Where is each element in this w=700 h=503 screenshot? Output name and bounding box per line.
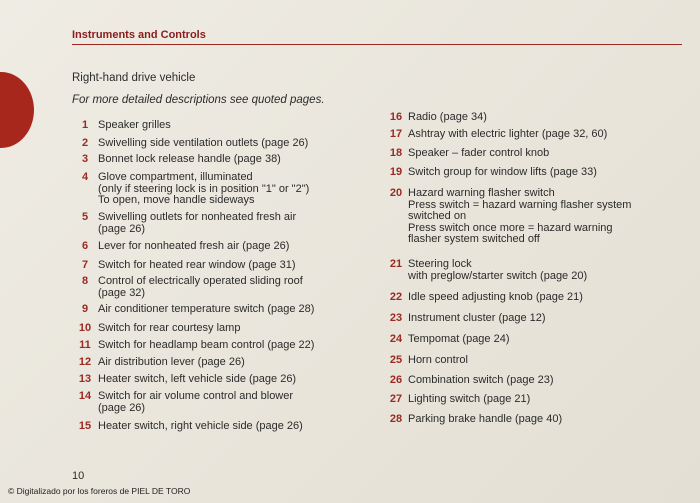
legend-item-text: Horn control xyxy=(408,354,468,366)
legend-item-text: Instrument cluster (page 12) xyxy=(408,312,546,324)
scan-credit: © Digitalizado por los foreros de PIEL DE TORO xyxy=(8,486,191,496)
section-title: Instruments and Controls xyxy=(72,29,206,41)
legend-item-number: 4 xyxy=(81,171,89,183)
legend-item-11 xyxy=(72,340,314,352)
legend-item-text: Radio (page 34) xyxy=(408,111,487,123)
legend-item-text: Tempomat (page 24) xyxy=(408,333,510,345)
legend-item-text: Speaker – fader control knob xyxy=(408,147,550,159)
legend-item-18 xyxy=(384,148,549,160)
legend-item-number: 10 xyxy=(78,322,92,334)
intro-heading: Right-hand drive vehicle xyxy=(72,72,196,84)
legend-item-5 xyxy=(72,212,296,235)
legend-item-text: Speaker grilles xyxy=(98,119,171,131)
legend-item-number: 7 xyxy=(81,259,89,271)
legend-item-number: 24 xyxy=(389,333,403,345)
legend-item-7 xyxy=(72,260,296,272)
legend-item-number: 3 xyxy=(81,153,89,165)
legend-item-number: 13 xyxy=(78,373,92,385)
legend-item-15 xyxy=(72,421,303,433)
legend-item-number: 18 xyxy=(389,147,403,159)
legend-item-text: Switch for headlamp beam control (page 22) xyxy=(98,339,315,351)
legend-item-text: Ashtray with electric lighter (page 32, 60) xyxy=(408,128,608,140)
legend-item-number: 12 xyxy=(78,356,92,368)
legend-item-text: Parking brake handle (page 40) xyxy=(408,413,563,425)
legend-item-28 xyxy=(384,414,562,426)
legend-item-text: Steering lock with preglow/starter switch (page 20) xyxy=(408,258,588,282)
legend-item-19 xyxy=(384,167,597,179)
legend-item-8 xyxy=(72,276,303,299)
section-tab-marker xyxy=(0,72,34,148)
legend-item-number: 19 xyxy=(389,166,403,178)
legend-item-20 xyxy=(384,188,631,246)
legend-item-text: Switch for heated rear window (page 31) xyxy=(98,259,296,271)
legend-item-22 xyxy=(384,292,583,304)
legend-item-text: Switch for air volume control and blower (page 26) xyxy=(98,390,294,414)
legend-item-text: Heater switch, right vehicle side (page 26) xyxy=(98,420,303,432)
intro-note: For more detailed descriptions see quoted pages. xyxy=(72,94,325,106)
legend-item-text: Lever for nonheated fresh air (page 26) xyxy=(98,240,290,252)
legend-item-text: Hazard warning flasher switch Press switch = hazard warning flasher system switched on Press switch once more = hazard warning flasher system switched off xyxy=(408,187,632,245)
legend-item-1 xyxy=(72,120,171,132)
legend-item-24 xyxy=(384,334,510,346)
legend-item-text: Swivelling side ventilation outlets (page 26) xyxy=(98,137,309,149)
legend-item-text: Air conditioner temperature switch (page 28) xyxy=(98,303,315,315)
legend-item-4 xyxy=(72,172,309,207)
page-number: 10 xyxy=(72,470,85,482)
legend-item-text: Idle speed adjusting knob (page 21) xyxy=(408,291,583,303)
legend-item-text: Heater switch, left vehicle side (page 26) xyxy=(98,373,297,385)
legend-item-14 xyxy=(72,391,293,414)
legend-item-number: 15 xyxy=(78,420,92,432)
legend-item-number: 20 xyxy=(389,187,403,199)
legend-item-number: 27 xyxy=(389,393,403,405)
legend-item-number: 11 xyxy=(79,339,91,351)
legend-item-text: Control of electrically operated sliding roof (page 32) xyxy=(98,275,303,299)
legend-item-12 xyxy=(72,357,245,369)
legend-item-13 xyxy=(72,374,296,386)
legend-item-text: Switch for rear courtesy lamp xyxy=(98,322,241,334)
legend-item-text: Glove compartment, illuminated (only if steering lock is in position "1" or "2") To open, move handle sideways xyxy=(98,171,310,206)
legend-item-26 xyxy=(384,375,554,387)
legend-item-number: 22 xyxy=(389,291,403,303)
legend-item-text: Swivelling outlets for nonheated fresh air (page 26) xyxy=(98,211,297,235)
legend-item-number: 5 xyxy=(81,211,89,223)
legend-item-text: Lighting switch (page 21) xyxy=(408,393,531,405)
legend-item-6 xyxy=(72,241,289,253)
legend-item-number: 6 xyxy=(81,240,89,252)
header-divider xyxy=(72,44,682,45)
legend-item-10 xyxy=(72,323,240,335)
legend-item-27 xyxy=(384,394,530,406)
legend-item-3 xyxy=(72,154,281,166)
legend-item-number: 17 xyxy=(389,128,403,140)
legend-item-number: 16 xyxy=(389,111,403,123)
legend-item-2 xyxy=(72,138,308,150)
legend-item-23 xyxy=(384,313,546,325)
legend-item-17 xyxy=(384,129,607,141)
legend-item-16 xyxy=(384,112,487,124)
legend-item-number: 14 xyxy=(78,390,92,402)
legend-item-number: 28 xyxy=(389,413,403,425)
legend-item-text: Bonnet lock release handle (page 38) xyxy=(98,153,281,165)
legend-item-number: 23 xyxy=(389,312,403,324)
legend-item-9 xyxy=(72,304,314,316)
legend-item-number: 1 xyxy=(81,119,89,131)
legend-item-number: 9 xyxy=(81,303,89,315)
legend-item-25 xyxy=(384,355,468,367)
legend-item-text: Air distribution lever (page 26) xyxy=(98,356,245,368)
legend-item-21 xyxy=(384,259,587,282)
legend-item-number: 2 xyxy=(81,137,89,149)
legend-item-text: Combination switch (page 23) xyxy=(408,374,554,386)
legend-item-number: 25 xyxy=(389,354,403,366)
legend-item-text: Switch group for window lifts (page 33) xyxy=(408,166,597,178)
legend-item-number: 21 xyxy=(389,258,403,270)
legend-item-number: 26 xyxy=(389,374,403,386)
legend-item-number: 8 xyxy=(81,275,89,287)
